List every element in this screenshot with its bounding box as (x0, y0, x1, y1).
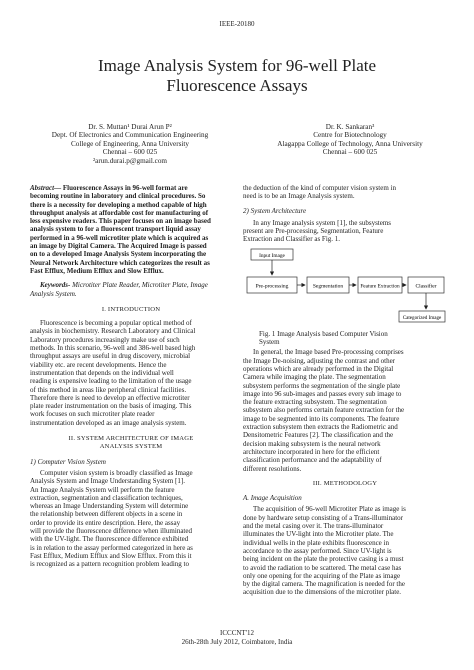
intro-line: Therefore there is need to develop an effective microtiter (30, 393, 190, 402)
general-line: architecture incorporated in here for the efficient (243, 447, 380, 456)
abstract-line: on to a developed Image Analysis System incorporating the (30, 250, 207, 259)
classifier-label: Classifier (415, 283, 437, 290)
system-architecture-diagram (243, 247, 447, 327)
keywords-line: Keywords- Microtiter Plate Reader, Microtiter Plate, Image (40, 281, 208, 290)
keywords-label: Keywords- (40, 281, 71, 290)
abstract-line: performed in a 96-well microtiter plate which is acquired as (30, 233, 209, 242)
cv-line: is recognized as a pattern recognition problem leading to (30, 560, 190, 569)
input-image-label: Input Image (259, 252, 285, 259)
author-name-right: Dr. K. Sankaran³ (325, 123, 375, 131)
acq-line: by the digital camera. The magnification is needed for the (243, 580, 405, 589)
intro-line: reading is expensive leading to the limitation of the usage (30, 377, 192, 386)
general-paragraph (243, 348, 447, 472)
general-line: subsystem also performs certain feature extraction for the (243, 406, 405, 415)
author-block-right (250, 123, 450, 157)
cv-line: the relationship between different objects in a scene in (30, 510, 183, 519)
arch-line: In any Image analysis system [1], the subsystems (253, 218, 392, 227)
feature-extraction-label: Feature Extraction (360, 283, 400, 290)
computer-vision-paragraph (30, 469, 232, 569)
abstract-label: Abstract— (30, 184, 62, 192)
architecture-paragraph (243, 219, 447, 244)
intro-line: instrumentation developed as an image analysis system. (30, 418, 187, 427)
general-line: the feature extracting subsystem. The segmentation (243, 398, 387, 407)
general-line: Camera while imaging the plate. The segmentation (243, 373, 386, 382)
acq-line: only one opening for the acquiring of the Plate as image (243, 571, 401, 580)
footer-conference: ICCCNT'12 (220, 629, 254, 637)
general-line: In general, the Image based Pre-processing comprises (253, 348, 404, 357)
general-line: the Image De-noising, adjusting the contrast and other (243, 356, 396, 365)
abstract-line: throughput analysis at affordable cost for manufacturing of (30, 208, 209, 217)
left-column (30, 184, 232, 568)
intro-line: instrumentation that depends on the individual well (30, 368, 174, 377)
general-line: image to be segmented into its components. The feature (243, 414, 400, 423)
cv-line: with the UV-light. The fluorescence difference exhibited (30, 535, 189, 544)
cv-line: Fast Efflux, Medium Efflux and Slow Efflux. From this it (30, 551, 192, 560)
abstract (30, 184, 232, 275)
intro-line: analysis in biochemistry. Research Laboratory and Clinical (30, 327, 196, 336)
general-line: extraction subsystem then extracts the Radiometric and (243, 423, 398, 432)
footer-date: 26th-28th July 2012, Coimbatore, India (181, 637, 293, 646)
acq-line: accordance to the assay performed. Since UV-light is (243, 546, 392, 555)
section-heading-architecture: II. SYSTEM ARCHITECTURE OF IMAGE ANALYSIS SYSTEM (68, 435, 194, 451)
acq-line: The acquisition of 96-well Microtiter Plate as image is (253, 505, 406, 514)
figure-caption (243, 330, 447, 347)
categorized-image-label: Categorized Image (402, 314, 442, 321)
general-line: Densitometric Features [2]. The classification and the (243, 431, 394, 440)
general-line: classification performance and the adaptability of (243, 456, 382, 465)
abstract-line: Neural Network Architecture which categorizes the result as (30, 258, 210, 267)
cv-line: order to provide its entire description. Here, the assay (30, 518, 181, 527)
cv-line: extraction, segmentation and classification techniques, (30, 493, 183, 502)
page-footer (0, 629, 474, 646)
author-dept-left: Dept. Of Electronics and Communication Engineering (51, 131, 209, 140)
right-column (243, 184, 447, 597)
subsection-heading-image-acquisition: A. Image Acquisition (243, 494, 302, 503)
intro-line: plate reader instrumentation on the basis of imaging. This (30, 402, 192, 411)
conference-id: IEEE-20180 (219, 20, 255, 28)
abstract-line: there is a necessity for developing a method capable of high (30, 200, 207, 209)
paper-title (40, 56, 434, 96)
general-line: different resolutions. (243, 464, 302, 473)
author-college-left: College of Engineering, Anna University (71, 139, 189, 148)
abstract-line: an image by Digital Camera. The Acquired Image is passed (30, 242, 207, 251)
general-line: image into 96 sub-images and passes every sub image to (243, 389, 402, 398)
section-heading-methodology: III. METHODOLOGY (312, 479, 378, 487)
intro-line: work focuses on such microtiter plate reader (30, 410, 155, 419)
author-dept-right: Centre for Biotechnology (313, 131, 387, 140)
intro-line: Laboratory procedures increasingly make use of such (30, 335, 180, 344)
acq-line: done by hardware setup consisting of a Trans-illuminator (243, 513, 404, 522)
caption-line: System (259, 338, 280, 347)
arch-line: Extraction and Classifier as Fig. 1. (243, 235, 341, 244)
abstract-line: Fast Efflux, Medium Efflux and Slow Efflux. (30, 266, 164, 275)
title-line-1: Image Analysis System for 96-well Plate (97, 56, 377, 75)
acq-line: individual wells in the plate exhibits fluorescence in (243, 538, 389, 547)
abstract-line: Abstract— Fluorescence Assays in 96-well format are (30, 184, 188, 192)
intro-line: throughput assays are useful in drug discovery, microbial (30, 352, 191, 361)
intro-line: of this method in areas like peripheral clinical facilities. (30, 385, 187, 394)
intro-line: viability etc. are recent developments. Hence the (30, 360, 167, 369)
cv-line: will provide the fluorescence difference when illuminated (30, 526, 192, 535)
abstract-line: analysis system to for a fluorescent transport liquid assay (30, 225, 201, 234)
author-email-left: ²arun.durai.p@gmail.com (92, 156, 168, 165)
caption-line: Fig. 1 Image Analysis based Computer Vision (259, 329, 388, 338)
abstract-line: becoming routine in laboratory and clinical procedures. So (30, 192, 206, 201)
author-city-right: Chennai – 600 025 (322, 148, 378, 157)
acq-line: acquisition due to the dimensions of the microtiter plate. (243, 588, 402, 597)
author-block-left (30, 123, 230, 165)
cv-line: Computer vision system is broadly classified as Image (40, 468, 193, 477)
intro-line: Fluorescence is becoming a popular optical method of (40, 319, 192, 328)
acq-line: to avoid the radiation to be scattered. The metal case has (243, 563, 402, 572)
cont-line: need is to be an Image Analysis system. (243, 192, 355, 201)
general-line: decision making subsystem is the neural network (243, 439, 381, 448)
subsection-heading-system-architecture: 2) System Architecture (243, 206, 307, 215)
abstract-line: less expensive readers. This paper focuses on an image based (30, 217, 211, 226)
author-city-left: Chennai – 600 025 (102, 148, 158, 157)
subsection-heading-computer-vision: 1) Computer Vision System (30, 457, 106, 466)
cv-line: Analysis System and Image Understanding System [1]. (30, 477, 185, 486)
cont-line: the deduction of the kind of computer vision system in (243, 184, 397, 192)
author-college-right: Alagappa College of Technology, Anna University (277, 139, 423, 148)
cv-line: An Image Analysis System will perform the feature (30, 485, 175, 494)
acq-line: and the metal casing over it. The trans-illuminator (243, 522, 384, 531)
arch-line: present are Pre-processing, Segmentation, Feature (243, 227, 384, 236)
acquisition-paragraph (243, 505, 447, 596)
acq-line: being incident on the plate the protective casing is a must (243, 555, 404, 564)
section-heading-introduction: I. INTRODUCTION (101, 305, 161, 313)
author-name-left: Dr. S. Muttan¹ Durai Arun P² (88, 123, 172, 131)
cv-line: whereas an Image Understanding System will determine (30, 502, 189, 511)
intro-line: methods. In this scenario, 96-well and 386-well based high (30, 344, 196, 353)
intro-paragraph (30, 319, 232, 427)
segmentation-label: Segmentation (312, 283, 344, 290)
general-line: subsystem performs the segmentation of the single plate (243, 381, 401, 390)
continued-paragraph (243, 184, 447, 201)
title-line-2: Fluorescence Assays (166, 76, 308, 95)
keywords (30, 281, 232, 298)
keywords-line: Analysis System. (30, 289, 77, 298)
cv-line: is in relation to the assay performed categorized in here as (30, 543, 193, 552)
acq-line: illuminates the UV-light into the Microtiter plate. The (243, 530, 394, 539)
preprocessing-label: Pre-processing (255, 283, 289, 290)
general-line: operations which are already performed in the Digital (243, 364, 394, 373)
